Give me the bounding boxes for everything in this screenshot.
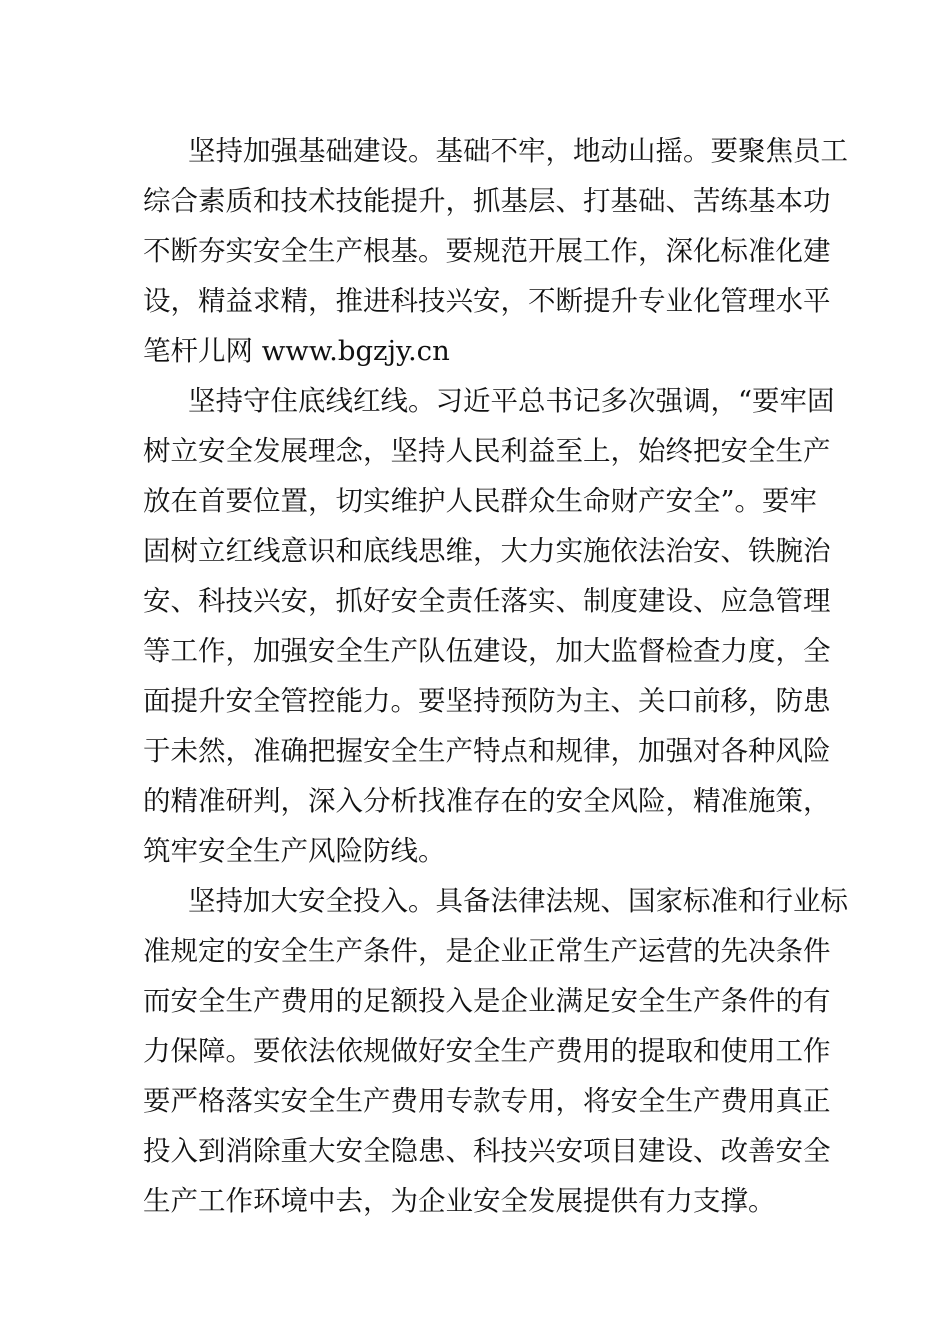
- paragraph-1-line-3: 不断夯实安全生产根基。要规范开展工作，深化标准化建: [143, 235, 831, 267]
- paragraph-1-line-5-website: 笔杆儿网 www.bgzjy.cn: [143, 335, 450, 367]
- paragraph-3-line-1: 坚持加大安全投入。具备法律法规、国家标准和行业标: [188, 885, 848, 917]
- paragraph-2-line-3: 放在首要位置，切实维护人民群众生命财产安全”。要牢: [143, 485, 818, 517]
- paragraph-1-line-2: 综合素质和技术技能提升，抓基层、打基础、苦练基本功: [143, 185, 831, 217]
- paragraph-1-line-1: 坚持加强基础建设。基础不牢，地动山摇。要聚焦员工: [188, 135, 848, 167]
- paragraph-2-line-2: 树立安全发展理念，坚持人民利益至上，始终把安全生产: [143, 435, 831, 467]
- paragraph-2-line-6: 等工作，加强安全生产队伍建设，加大监督检查力度，全: [143, 635, 831, 667]
- paragraph-3-line-4: 力保障。要依法依规做好安全生产费用的提取和使用工作: [143, 1035, 831, 1067]
- paragraph-2-line-8: 于未然，准确把握安全生产特点和规律，加强对各种风险: [143, 735, 831, 767]
- paragraph-3-line-5: 要严格落实安全生产费用专款专用，将安全生产费用真正: [143, 1085, 831, 1117]
- paragraph-2-line-9: 的精准研判，深入分析找准存在的安全风险，精准施策，: [143, 785, 831, 817]
- paragraph-3-line-6: 投入到消除重大安全隐患、科技兴安项目建设、改善安全: [143, 1135, 831, 1167]
- paragraph-2-line-1: 坚持守住底线红线。习近平总书记多次强调，“要牢固: [188, 385, 835, 417]
- paragraph-2-line-4: 固树立红线意识和底线思维，大力实施依法治安、铁腕治: [143, 535, 831, 567]
- paragraph-3-line-2: 准规定的安全生产条件，是企业正常生产运营的先决条件: [143, 935, 831, 967]
- paragraph-2-line-7: 面提升安全管控能力。要坚持预防为主、关口前移，防患: [143, 685, 831, 717]
- paragraph-1-line-4: 设，精益求精，推进科技兴安，不断提升专业化管理水平: [143, 285, 831, 317]
- paragraph-3-line-3: 而安全生产费用的足额投入是企业满足安全生产条件的有: [143, 985, 831, 1017]
- paragraph-2-line-5: 安、科技兴安，抓好安全责任落实、制度建设、应急管理: [143, 585, 831, 617]
- paragraph-3-line-7: 生产工作环境中去，为企业安全发展提供有力支撑。: [143, 1185, 776, 1217]
- paragraph-2-line-10: 筑牢安全生产风险防线。: [143, 835, 446, 867]
